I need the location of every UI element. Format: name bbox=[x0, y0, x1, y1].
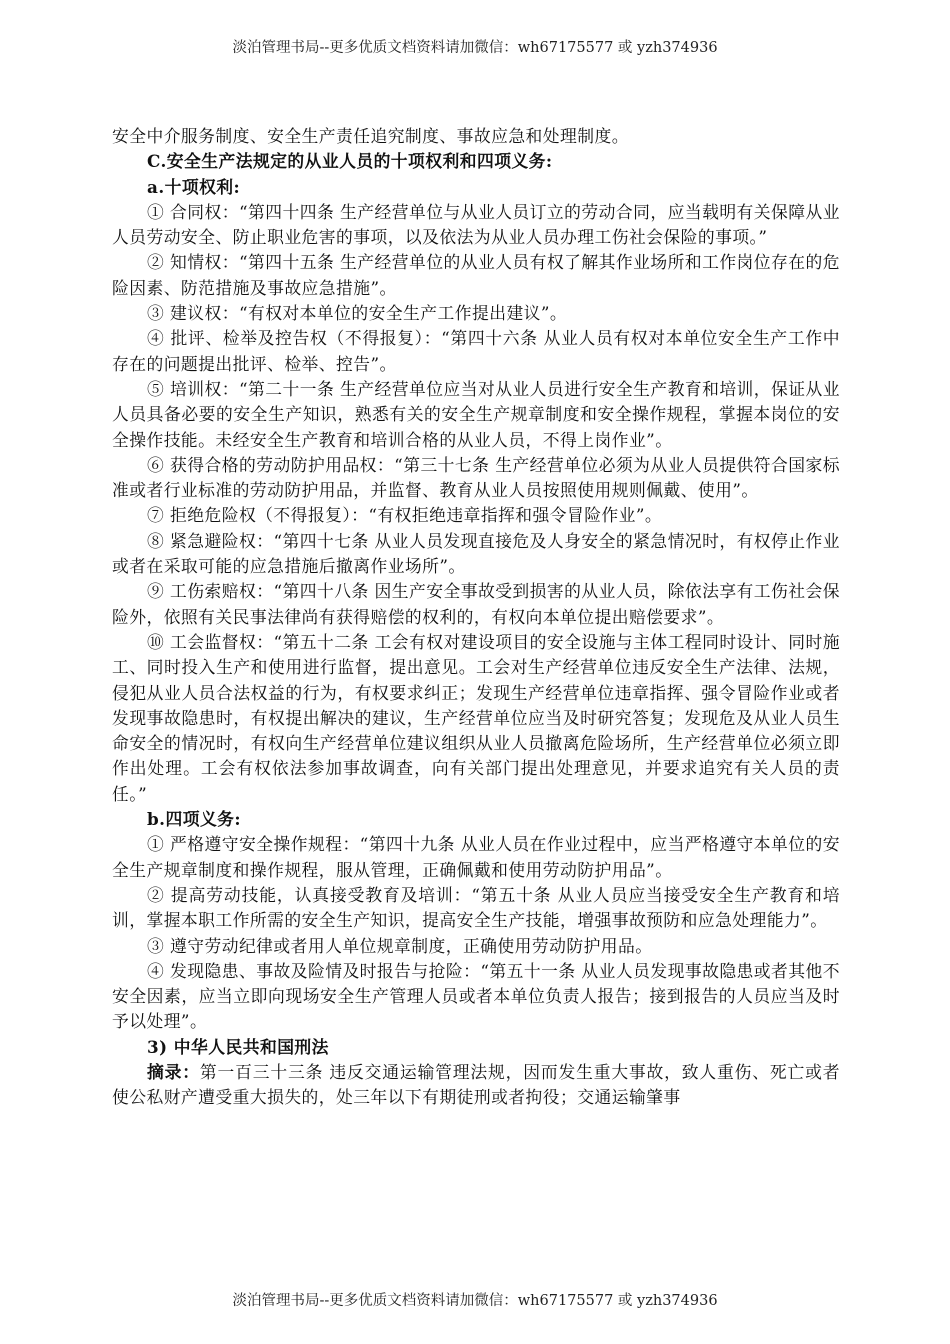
subheading-rights: a.十项权利: bbox=[147, 176, 241, 197]
section-heading-criminal-law: 3) 中华人民共和国刑法 bbox=[147, 1036, 329, 1057]
page-footer: 淡泊管理书局--更多优质文档资料请加微信：wh67175577 或 yzh374936 bbox=[232, 1293, 718, 1309]
right-item: ③ 建议权：“有权对本单位的安全生产工作提出建议”。 bbox=[147, 303, 568, 324]
right-item: ④ 批评、检举及控告权（不得报复）：“第四十六条 从业人员有权对本单位安全生产工作中存在的问题提出批评、检举、控告”。 bbox=[112, 328, 840, 374]
excerpt-text: 第一百三十三条 违反交通运输管理法规，因而发生重大事故，致人重伤、死亡或者使公私财产遭受重大损失的，处三年以下有期徒刑或者拘役；交通运输肇事 bbox=[112, 1061, 840, 1108]
right-item: ⑧ 紧急避险权：“第四十七条 从业人员发现直接危及人身安全的紧急情况时，有权停止作业或者在采取可能的应急措施后撤离作业场所”。 bbox=[112, 530, 840, 577]
right-item: ⑥ 获得合格的劳动防护用品权：“第三十七条 生产经营单位必须为从业人员提供符合国家标准或者行业标准的劳动防护用品，并监督、教育从业人员按照使用规则佩戴、使用”。 bbox=[112, 454, 840, 501]
duty-item: ③ 遵守劳动纪律或者用人单位规章制度，正确使用劳动防护用品。 bbox=[147, 935, 653, 956]
paragraph: 安全中介服务制度、安全生产责任追究制度、事故应急和处理制度。 bbox=[112, 126, 629, 146]
right-item: ⑤ 培训权：“第二十一条 生产经营单位应当对从业人员进行安全生产教育和培训，保证从业人员具备必要的安全生产知识，熟悉有关的安全生产规章制度和安全操作规程，掌握本岗位的安全操作技能。未经安全生产教育和培训合格的从业人员，不得上岗作业”。 bbox=[112, 378, 840, 450]
page-header: 淡泊管理书局--更多优质文档资料请加微信：wh67175577 或 yzh374936 bbox=[232, 40, 718, 56]
excerpt-label: 摘录： bbox=[147, 1061, 200, 1082]
duty-item: ② 提高劳动技能，认真接受教育及培训：“第五十条 从业人员应当接受安全生产教育和培训，掌握本职工作所需的安全生产知识，提高安全生产技能，增强事故预防和应急处理能力”。 bbox=[112, 884, 840, 931]
right-item: ① 合同权：“第四十四条 生产经营单位与从业人员订立的劳动合同，应当载明有关保障从业人员劳动安全、防止职业危害的事项，以及依法为从业人员办理工伤社会保险的事项。” bbox=[112, 201, 840, 248]
excerpt-paragraph bbox=[112, 1060, 840, 1111]
duty-item: ④ 发现隐患、事故及险情及时报告与抢险：“第五十一条 从业人员发现事故隐患或者其他不安全因素，应当立即向现场安全生产管理人员或者本单位负责人报告；接到报告的人员应当及时予以处理”。 bbox=[112, 960, 840, 1032]
right-item: ② 知情权：“第四十五条 生产经营单位的从业人员有权了解其作业场所和工作岗位存在的危险因素、防范措施及事故应急措施”。 bbox=[112, 252, 840, 298]
right-item: ⑦ 拒绝危险权（不得报复）：“有权拒绝违章指挥和强令冒险作业”。 bbox=[147, 505, 663, 526]
document-body bbox=[112, 124, 840, 1111]
right-item: ⑨ 工伤索赔权：“第四十八条 因生产安全事故受到损害的从业人员，除依法享有工伤社会保险外，依照有关民事法律尚有获得赔偿的权利的，有权向本单位提出赔偿要求”。 bbox=[112, 581, 840, 627]
section-heading-c: C.安全生产法规定的从业人员的十项权利和四项义务: bbox=[147, 151, 553, 172]
subheading-duties: b.四项义务: bbox=[147, 809, 242, 830]
right-item: ⑩ 工会监督权：“第五十二条 工会有权对建设项目的安全设施与主体工程同时设计、同时施工、同时投入生产和使用进行监督，提出意见。工会对生产经营单位违反安全生产法律、法规，侵犯从业人员合法权益的行为，有权要求纠正；发现生产经营单位违章指挥、强令冒险作业或者发现事故隐患时，有权提出解决的建议，生产经营单位应当及时研究答复；发现危及从业人员生命安全的情况时，有权向生产经营单位建议组织从业人员撤离危险场所，生产经营单位必须立即作出处理。工会有权依法参加事故调查，向有关部门提出处理意见，并要求追究有关人员的责任。” bbox=[112, 631, 840, 804]
duty-item: ① 严格遵守安全操作规程：“第四十九条 从业人员在作业过程中，应当严格遵守本单位的安全生产规章制度和操作规程，服从管理，正确佩戴和使用劳动防护用品”。 bbox=[112, 834, 840, 880]
